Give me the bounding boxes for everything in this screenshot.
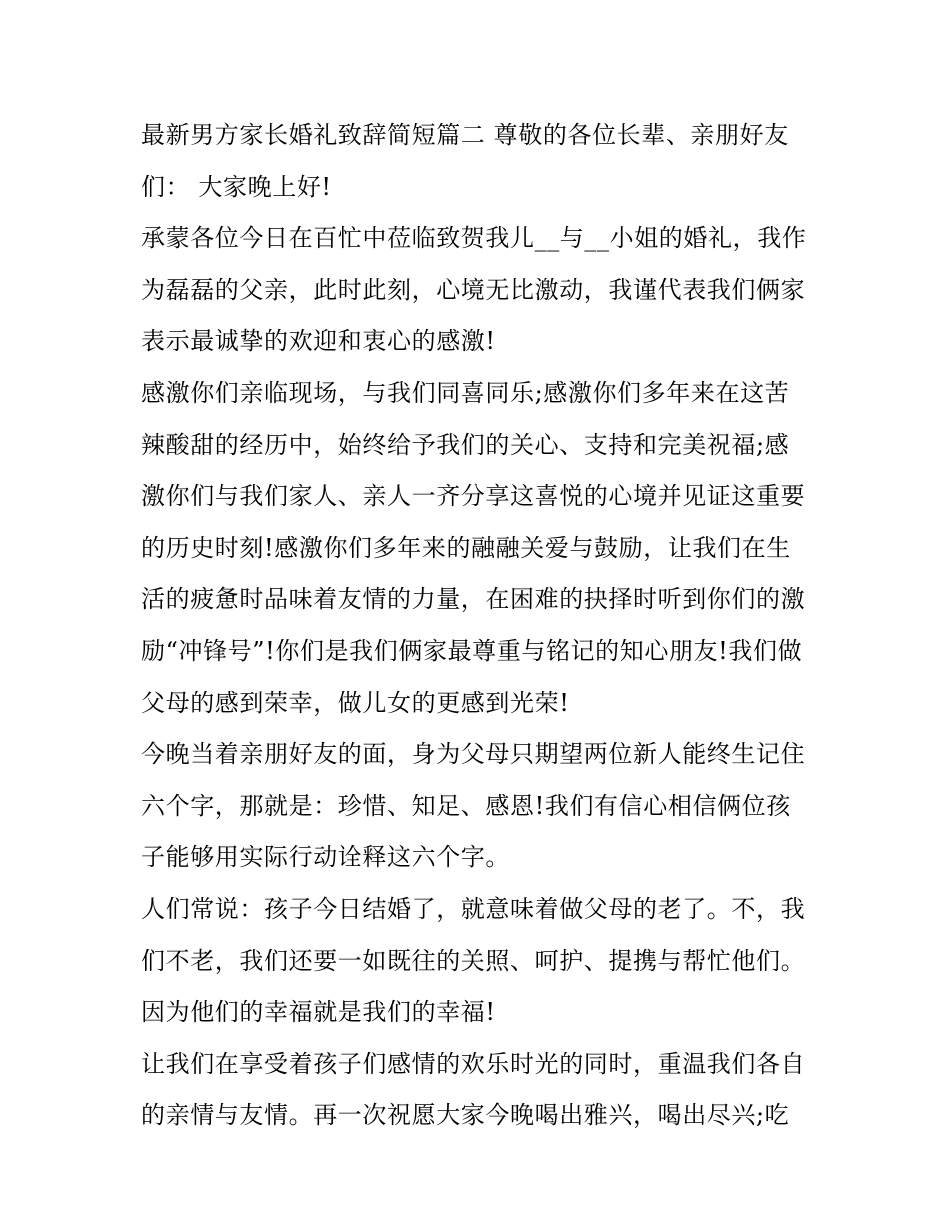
text-line-4: 为磊磊的父亲，此时此刻，心境无比激动，我谨代表我们俩家 bbox=[141, 275, 806, 304]
text-line-19: 让我们在享受着孩子们感情的欢乐时光的同时，重温我们各自 bbox=[141, 1049, 806, 1078]
text-line-9: 的历史时刻!感激你们多年来的融融关爱与鼓励，让我们在生 bbox=[141, 533, 791, 562]
text-line-10: 活的疲惫时品味着友情的力量，在困难的抉择时听到你们的激 bbox=[141, 585, 806, 614]
text-line-5: 表示最诚挚的欢迎和衷心的感激! bbox=[141, 327, 496, 356]
text-line-7: 辣酸甜的经历中，始终给予我们的关心、支持和完美祝福;感 bbox=[141, 430, 790, 459]
speech-text bbox=[141, 110, 813, 1142]
text-line-11: 励“冲锋号”!你们是我们俩家最尊重与铭记的知心朋友!我们做 bbox=[141, 636, 803, 665]
text-line-13: 今晚当着亲朋好友的面，身为父母只期望两位新人能终生记住 bbox=[141, 740, 806, 769]
text-line-18: 因为他们的幸福就是我们的幸福! bbox=[141, 998, 496, 1027]
text-line-2: 们： 大家晚上好! bbox=[141, 172, 332, 201]
text-line-3: 承蒙各位今日在百忙中莅临致贺我儿__与__小姐的婚礼，我作 bbox=[141, 224, 807, 253]
text-line-8: 激你们与我们家人、亲人一齐分享这喜悦的心境并见证这重要 bbox=[141, 482, 806, 511]
text-line-17: 们不老，我们还要一如既往的关照、呵护、提携与帮忙他们。 bbox=[141, 946, 806, 975]
text-line-16: 人们常说：孩子今日结婚了，就意味着做父母的老了。不，我 bbox=[141, 894, 806, 923]
text-line-1: 最新男方家长婚礼致辞简短篇二 尊敬的各位长辈、亲朋好友 bbox=[141, 121, 789, 149]
text-line-15: 子能够用实际行动诠释这六个字。 bbox=[141, 843, 510, 872]
text-line-6: 感激你们亲临现场，与我们同喜同乐;感激你们多年来在这苦 bbox=[141, 378, 790, 407]
text-line-20: 的亲情与友情。再一次祝愿大家今晚喝出雅兴，喝出尽兴;吃 bbox=[141, 1101, 790, 1130]
text-line-12: 父母的感到荣幸，做儿女的更感到光荣! bbox=[141, 688, 570, 717]
text-line-14: 六个字，那就是：珍惜、知足、感恩!我们有信心相信俩位孩 bbox=[141, 791, 791, 820]
